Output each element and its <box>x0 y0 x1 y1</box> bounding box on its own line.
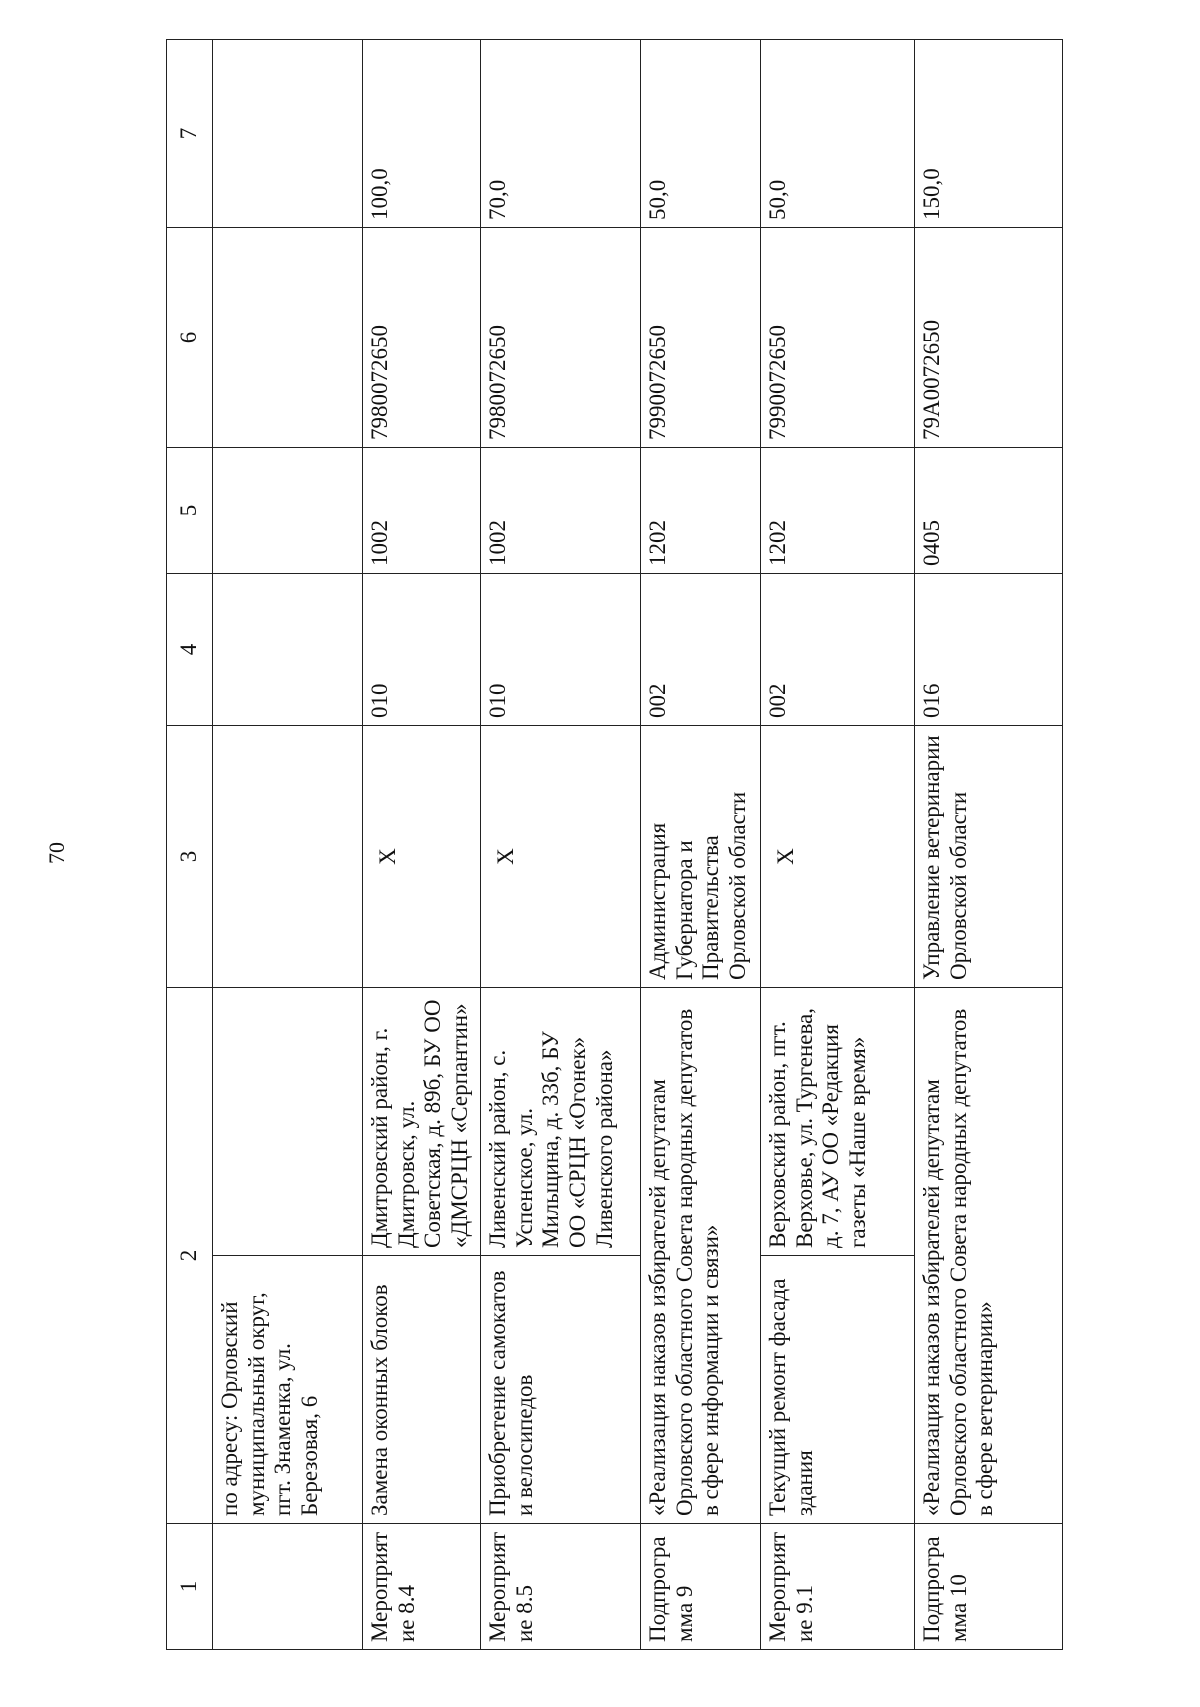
header-cell: 2 <box>167 988 213 1524</box>
gr-code: 010 <box>481 574 641 726</box>
executor-cell: Х <box>363 726 481 988</box>
executor-cell: Администрация Губернатора и Правительства Орловской области <box>641 726 761 988</box>
amount: 70,0 <box>481 40 641 228</box>
table-container <box>166 40 1062 1650</box>
target-code: 7990072650 <box>761 228 915 448</box>
table-row <box>761 40 915 1650</box>
target-code: 7980072650 <box>363 228 481 448</box>
row-label: Мероприятие 8.5 <box>481 1524 641 1650</box>
executor-cell: Управление ветеринарии Орловской области <box>915 726 1063 988</box>
gr-code: 002 <box>641 574 761 726</box>
table-row <box>481 40 641 1650</box>
table-row <box>915 40 1063 1650</box>
subprogram-title: «Реализация наказов избирателей депутатам Орловского областного Совета народных депутатов в сфере информации и связи» <box>641 988 761 1524</box>
executor-cell: Х <box>761 726 915 988</box>
executor-cell <box>213 726 363 988</box>
executor-cell: Х <box>481 726 641 988</box>
section-code: 0405 <box>915 448 1063 574</box>
subprogram-title: «Реализация наказов избирателей депутатам Орловского областного Совета народных депутатов в сфере ветеринарии» <box>915 988 1063 1524</box>
row-label: Мероприятие 8.4 <box>363 1524 481 1650</box>
amount: 150,0 <box>915 40 1063 228</box>
event-address: Дмитровский район, г. Дмитровск, ул. Советская, д. 89б, БУ ОО «ДМСРЦН «Серпантин» <box>363 988 481 1256</box>
event-address <box>213 988 363 1256</box>
amount <box>213 40 363 228</box>
gr-code <box>213 574 363 726</box>
header-cell: 3 <box>167 726 213 988</box>
amount: 50,0 <box>761 40 915 228</box>
header-cell: 4 <box>167 574 213 726</box>
gr-code: 010 <box>363 574 481 726</box>
row-label <box>213 1524 363 1650</box>
event-description: Приобретение самокатов и велосипедов <box>481 1256 641 1524</box>
amount: 100,0 <box>363 40 481 228</box>
target-code: 7990072650 <box>641 228 761 448</box>
header-cell: 5 <box>167 448 213 574</box>
section-code: 1202 <box>761 448 915 574</box>
event-address: Верховский район, пгт. Верховье, ул. Тургенева, д. 7, АУ ОО «Редакция газеты «Наше время» <box>761 988 915 1256</box>
section-code: 1002 <box>481 448 641 574</box>
table-row <box>363 40 481 1650</box>
event-description: Текущий ремонт фасада здания <box>761 1256 915 1524</box>
row-label: Подпрограмма 9 <box>641 1524 761 1650</box>
header-cell: 1 <box>167 1524 213 1650</box>
page-number: 70 <box>44 842 69 864</box>
budget-table <box>166 39 1063 1650</box>
section-code: 1002 <box>363 448 481 574</box>
section-code: 1202 <box>641 448 761 574</box>
table-row <box>641 40 761 1650</box>
header-cell: 7 <box>167 40 213 228</box>
gr-code: 002 <box>761 574 915 726</box>
header-cell: 6 <box>167 228 213 448</box>
table-header-row <box>167 40 213 1650</box>
row-label: Мероприятие 9.1 <box>761 1524 915 1650</box>
table-row <box>213 40 363 1650</box>
row-label: Подпрограмма 10 <box>915 1524 1063 1650</box>
target-code: 79А0072650 <box>915 228 1063 448</box>
gr-code: 016 <box>915 574 1063 726</box>
section-code <box>213 448 363 574</box>
event-address: Ливенский район, с. Успенское, ул. Мильщина, д. 33б, БУ ОО «СРЦН «Огонек» Ливенского района» <box>481 988 641 1256</box>
target-code <box>213 228 363 448</box>
target-code: 7980072650 <box>481 228 641 448</box>
event-description: Замена оконных блоков <box>363 1256 481 1524</box>
event-description: по адресу: Орловский муниципальный округ, пгт. Знаменка, ул. Березовая, 6 <box>213 1256 363 1524</box>
amount: 50,0 <box>641 40 761 228</box>
